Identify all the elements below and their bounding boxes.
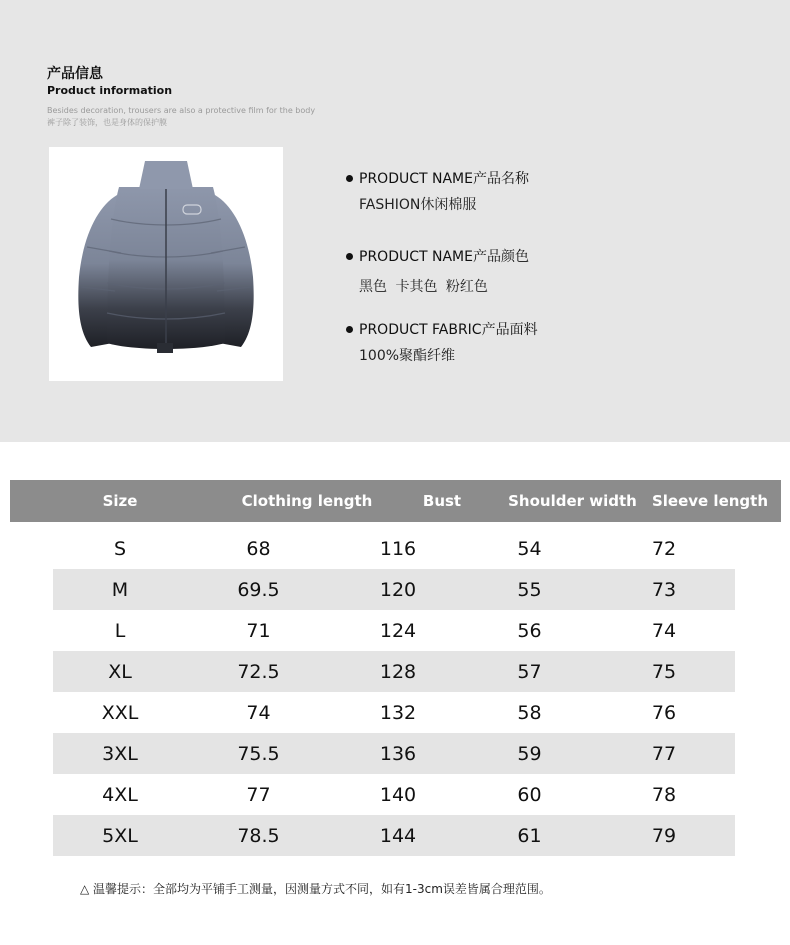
table-cell: 4XL — [102, 783, 138, 806]
table-cell: 61 — [517, 824, 542, 847]
table-row — [53, 528, 735, 569]
table-row — [53, 733, 735, 774]
product-fabric-block — [346, 319, 538, 365]
table-cell: 79 — [651, 824, 677, 847]
header-sleeve-length: Sleeve length — [651, 492, 769, 510]
table-cell: 128 — [379, 660, 417, 683]
product-info-section — [0, 0, 790, 442]
size-table-header — [10, 480, 781, 522]
table-cell: 120 — [379, 578, 417, 601]
size-table — [10, 480, 781, 847]
product-color-label: PRODUCT NAME产品颜色 — [359, 249, 529, 265]
table-cell: 59 — [517, 742, 542, 765]
table-cell: 69.5 — [237, 578, 280, 601]
product-photo — [49, 147, 283, 381]
table-cell: 72.5 — [237, 660, 280, 683]
table-cell: 77 — [651, 742, 677, 765]
header-size: Size — [102, 492, 138, 510]
table-cell: 116 — [379, 537, 417, 560]
table-cell: 78 — [651, 783, 677, 806]
table-cell: 76 — [651, 701, 677, 724]
section-title-cn: 产品信息 — [47, 66, 103, 82]
header-bust: Bust — [422, 492, 462, 510]
table-cell: 136 — [379, 742, 417, 765]
table-cell: M — [111, 578, 129, 601]
bullet-icon — [346, 326, 353, 333]
section-subtitle-cn: 裤子除了装饰，也是身体的保护膜 — [47, 118, 167, 127]
section-subtitle-en: Besides decoration, trousers are also a protective film for the body — [47, 106, 316, 115]
jacket-image — [49, 147, 283, 381]
table-cell: 3XL — [102, 742, 138, 765]
table-cell: 58 — [517, 701, 542, 724]
table-cell: 55 — [517, 578, 542, 601]
product-fabric-value: 100%聚酯纤维 — [359, 348, 456, 364]
bullet-icon — [346, 175, 353, 182]
table-cell: 57 — [517, 660, 542, 683]
table-row — [53, 651, 735, 692]
table-cell: 124 — [379, 619, 417, 642]
table-cell: L — [114, 619, 126, 642]
table-cell: 54 — [517, 537, 542, 560]
table-row — [53, 815, 735, 856]
table-cell: 132 — [379, 701, 417, 724]
product-color-block — [346, 246, 529, 296]
table-cell: 140 — [379, 783, 417, 806]
table-row — [53, 692, 735, 733]
table-cell: 68 — [246, 537, 271, 560]
product-color-value: 黑色 卡其色 粉红色 — [359, 279, 488, 295]
table-row — [53, 610, 735, 651]
table-cell: XL — [108, 660, 132, 683]
table-cell: 5XL — [102, 824, 138, 847]
header-clothing-length: Clothing length — [241, 492, 373, 510]
table-cell: S — [113, 537, 127, 560]
table-cell: 75 — [651, 660, 677, 683]
measurement-note: △ 温馨提示：全部均为平铺手工测量，因测量方式不同，如有1-3cm误差皆属合理范围。 — [80, 882, 551, 896]
table-cell: 75.5 — [237, 742, 280, 765]
section-title-en: Product information — [47, 84, 173, 97]
product-name-value: FASHION休闲棉服 — [359, 197, 477, 213]
size-table-body — [53, 528, 735, 856]
table-cell: 77 — [246, 783, 271, 806]
table-cell: 78.5 — [237, 824, 280, 847]
table-row — [53, 569, 735, 610]
product-name-block — [346, 168, 529, 214]
table-cell: 73 — [651, 578, 677, 601]
product-name-label: PRODUCT NAME产品名称 — [359, 171, 529, 187]
table-cell: 72 — [651, 537, 677, 560]
table-row — [53, 774, 735, 815]
table-cell: 74 — [246, 701, 271, 724]
table-cell: 71 — [246, 619, 271, 642]
table-cell: XXL — [101, 701, 139, 724]
bullet-icon — [346, 253, 353, 260]
table-cell: 56 — [517, 619, 542, 642]
table-cell: 144 — [379, 824, 417, 847]
header-shoulder-width: Shoulder width — [508, 492, 637, 510]
product-fabric-label: PRODUCT FABRIC产品面料 — [359, 322, 538, 338]
table-cell: 74 — [651, 619, 677, 642]
table-cell: 60 — [517, 783, 542, 806]
